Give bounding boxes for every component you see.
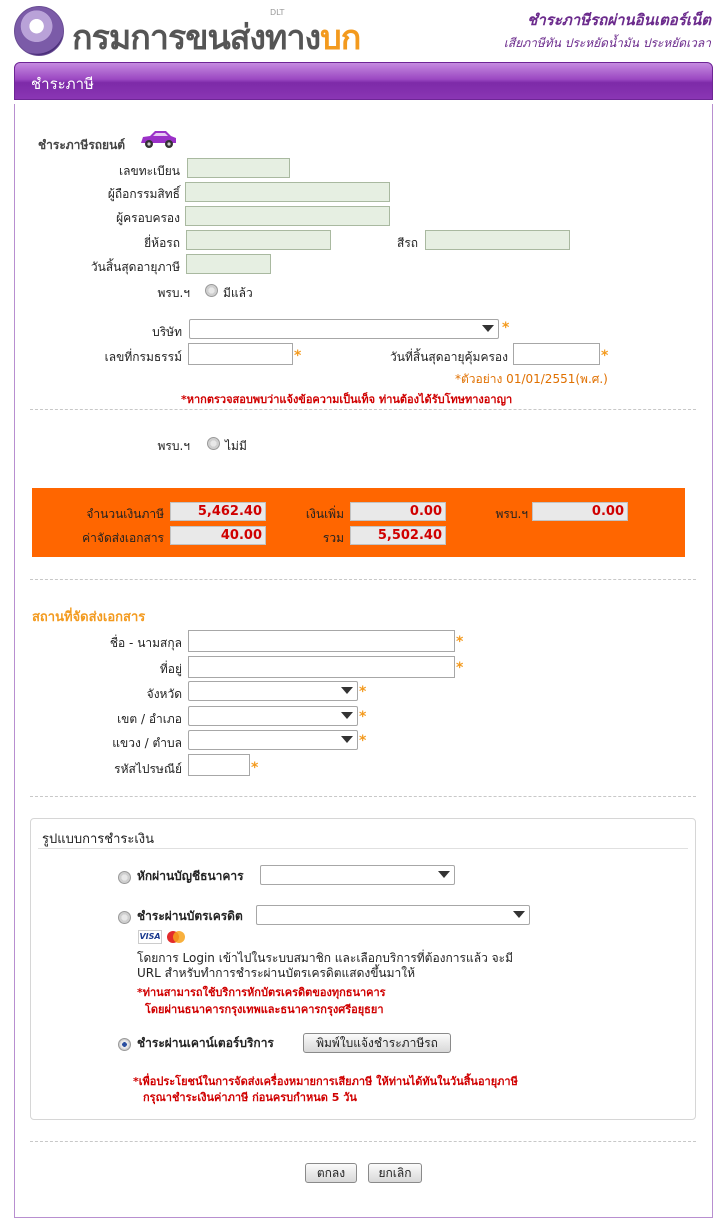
color-field[interactable] <box>425 230 570 250</box>
counter-red-note-1: *เพื่อประโยชน์ในการจัดส่งเครื่องหมายการเสียภาษี ให้ท่านได้ทันในวันสิ้นอายุภาษี <box>133 1075 518 1088</box>
postcode-label: รหัสไปรษณีย์ <box>114 762 182 776</box>
required-star: * <box>456 660 464 676</box>
card-radio[interactable] <box>118 911 131 924</box>
delivery-fee-label: ค่าจัดส่งเอกสาร <box>82 531 164 545</box>
dlt-logo-emblem <box>14 6 64 56</box>
dlt-logo-text: กรมการขนส่งทางบก <box>72 18 361 58</box>
prb-fee-value: 0.00 <box>532 502 628 521</box>
card-label: ชำระผ่านบัตรเครดิต <box>137 909 243 923</box>
name-input[interactable] <box>188 630 455 652</box>
counter-red-note-2: กรุณาชำระเงินค่าภาษี ก่อนครบกำหนด 5 วัน <box>143 1091 357 1104</box>
prb-none-label: ไม่มี <box>225 439 247 453</box>
chevron-down-icon <box>341 736 353 743</box>
prb-label-2: พรบ.ฯ <box>157 439 190 453</box>
tax-amount-value: 5,462.40 <box>170 502 266 521</box>
owner-field[interactable] <box>185 182 390 202</box>
coverage-end-input[interactable] <box>513 343 600 365</box>
name-label: ชื่อ - นามสกุล <box>109 636 182 650</box>
page-title: ชำระภาษี <box>31 75 94 93</box>
car-icon <box>138 128 178 150</box>
province-select[interactable] <box>188 681 358 701</box>
expiry-field[interactable] <box>186 254 271 274</box>
page-title-bar <box>14 62 713 100</box>
counter-radio[interactable] <box>118 1038 131 1051</box>
company-select[interactable] <box>189 319 499 339</box>
tax-amount-label: จำนวนเงินภาษี <box>86 507 164 521</box>
postcode-input[interactable] <box>188 754 250 776</box>
bank-radio[interactable] <box>118 871 131 884</box>
address-label: ที่อยู่ <box>159 662 182 676</box>
prb-have-label: มีแล้ว <box>223 286 253 300</box>
delivery-section-title: สถานที่จัดส่งเอกสาร <box>32 610 146 625</box>
payment-section-title: รูปแบบการชำระเงิน <box>42 832 155 847</box>
owner-label: ผู้ถือกรรมสิทธิ์ <box>107 187 180 201</box>
total-value: 5,502.40 <box>350 526 446 545</box>
site-subtitle: เสียภาษีทัน ประหยัดน้ำมัน ประหยัดเวลา <box>503 36 711 50</box>
surcharge-value: 0.00 <box>350 502 446 521</box>
card-note-2: URL สำหรับทำการชำระผ่านบัตรเครดิตแสดงขึ้นมาให้ <box>137 966 416 980</box>
visa-icon: VISA <box>138 930 162 944</box>
card-red-note-2: โดยผ่านธนาคารกรุงเทพและธนาคารกรุงศรีอยุธยา <box>145 1003 384 1016</box>
policy-input[interactable] <box>188 343 293 365</box>
chevron-down-icon <box>513 911 525 918</box>
required-star: * <box>359 709 367 725</box>
chevron-down-icon <box>341 687 353 694</box>
subdistrict-select[interactable] <box>188 730 358 750</box>
print-invoice-button[interactable]: พิมพ์ใบแจ้งชำระภาษีรถ <box>303 1033 451 1053</box>
required-star: * <box>456 634 464 650</box>
required-star: * <box>601 348 609 364</box>
brand-label: ยี่ห้อรถ <box>144 236 180 250</box>
province-label: จังหวัด <box>146 687 182 701</box>
ok-button[interactable]: ตกลง <box>305 1163 357 1183</box>
chevron-down-icon <box>341 712 353 719</box>
false-info-warning: *หากตรวจสอบพบว่าแจ้งข้อความเป็นเท็จ ท่านต้องได้รับโทษทางอาญา <box>181 393 513 406</box>
address-input[interactable] <box>188 656 455 678</box>
prb-label: พรบ.ฯ <box>157 286 190 300</box>
bank-label: หักผ่านบัญชีธนาคาร <box>137 869 244 883</box>
chevron-down-icon <box>438 871 450 878</box>
divider <box>30 579 696 580</box>
required-star: * <box>359 733 367 749</box>
required-star: * <box>251 760 259 776</box>
dlt-logo-sup: DLT <box>270 8 285 17</box>
company-label: บริษัท <box>152 325 182 339</box>
mastercard-icon <box>164 930 188 944</box>
district-select[interactable] <box>188 706 358 726</box>
counter-label: ชำระผ่านเคาน์เตอร์บริการ <box>137 1036 274 1050</box>
divider <box>30 796 696 797</box>
chevron-down-icon <box>482 325 494 332</box>
card-select[interactable] <box>256 905 530 925</box>
holder-field[interactable] <box>185 206 390 226</box>
payment-divider <box>38 848 688 849</box>
required-star: * <box>294 348 302 364</box>
expiry-label: วันสิ้นสุดอายุภาษี <box>90 260 180 274</box>
date-example-hint: *ตัวอย่าง 01/01/2551(พ.ศ.) <box>455 372 608 386</box>
subdistrict-label: แขวง / ตำบล <box>112 736 182 750</box>
total-label: รวม <box>322 531 344 545</box>
plate-field[interactable] <box>187 158 290 178</box>
surcharge-label: เงินเพิ่ม <box>305 507 344 521</box>
required-star: * <box>502 320 510 336</box>
divider <box>30 409 696 410</box>
brand-field[interactable] <box>186 230 331 250</box>
cancel-button[interactable]: ยกเลิก <box>368 1163 422 1183</box>
site-title: ชำระภาษีรถผ่านอินเตอร์เน็ต <box>527 11 711 29</box>
coverage-end-label: วันที่สิ้นสุดอายุคุ้มครอง <box>390 350 508 364</box>
prb-none-radio[interactable] <box>207 437 220 450</box>
plate-label: เลขทะเบียน <box>119 164 180 178</box>
card-red-note-1: *ท่านสามารถใช้บริการหักบัตรเครดิตของทุกธนาคาร <box>137 986 386 999</box>
divider <box>30 1141 696 1142</box>
bank-select[interactable] <box>260 865 455 885</box>
card-note-1: โดยการ Login เข้าไปในระบบสมาชิก และเลือกบริการที่ต้องการแล้ว จะมี <box>137 951 514 965</box>
color-label: สีรถ <box>397 236 419 250</box>
required-star: * <box>359 684 367 700</box>
delivery-fee-value: 40.00 <box>170 526 266 545</box>
district-label: เขต / อำเภอ <box>117 712 182 726</box>
vehicle-section-label: ชำระภาษีรถยนต์ <box>38 138 126 152</box>
holder-label: ผู้ครอบครอง <box>116 211 180 225</box>
policy-label: เลขที่กรมธรรม์ <box>104 350 182 364</box>
prb-fee-label: พรบ.ฯ <box>495 507 528 521</box>
prb-have-radio[interactable] <box>205 284 218 297</box>
